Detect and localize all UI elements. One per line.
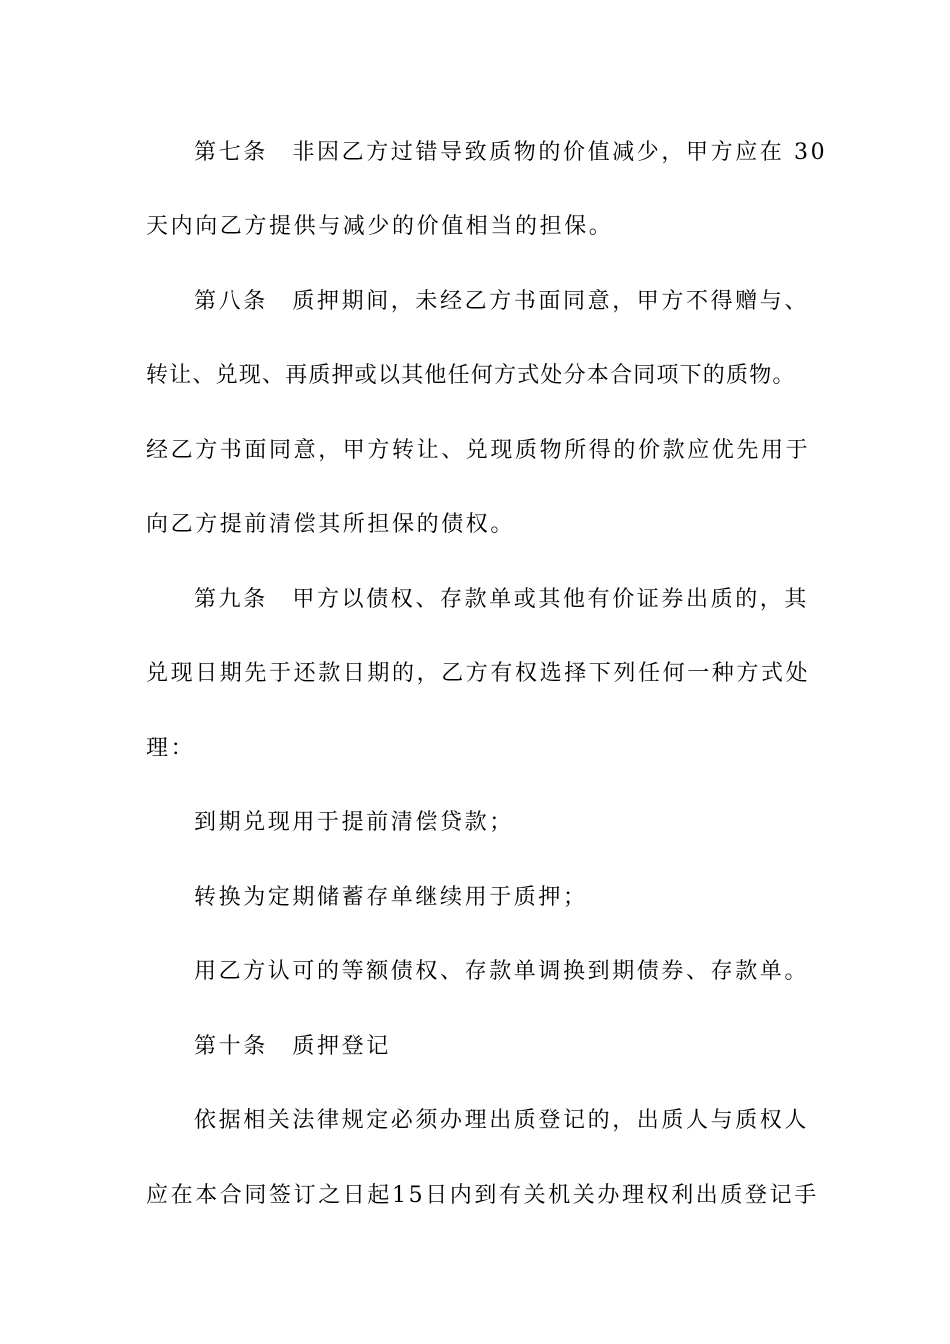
article-10-heading: 第十条 质押登记	[194, 1034, 391, 1059]
article-9-option-1: 到期兑现用于提前清偿贷款；	[194, 810, 514, 835]
article-7-line-2: 天内向乙方提供与减少的价值相当的担保。	[146, 214, 614, 239]
article-9-line-1: 第九条 甲方以债权、存款单或其他有价证券出质的，其	[194, 587, 810, 612]
article-10-line-2: 应在本合同签订之日起15日内到有关机关办理权利出质登记手	[146, 1183, 819, 1208]
article-9-line-2: 兑现日期先于还款日期的，乙方有权选择下列任何一种方式处	[146, 661, 811, 686]
article-9-option-2: 转换为定期储蓄存单继续用于质押；	[194, 885, 588, 910]
article-8-line-3: 经乙方书面同意，甲方转让、兑现质物所得的价款应优先用于	[146, 438, 811, 463]
article-7-line-1: 第七条 非因乙方过错导致质物的价值减少，甲方应在 30	[194, 140, 828, 165]
article-10-line-1: 依据相关法律规定必须办理出质登记的，出质人与质权人	[194, 1108, 810, 1133]
article-9-option-3: 用乙方认可的等额债权、存款单调换到期债券、存款单。	[194, 959, 810, 984]
article-8-line-4: 向乙方提前清偿其所担保的债权。	[146, 512, 516, 537]
article-8-line-2: 转让、兑现、再质押或以其他任何方式处分本合同项下的质物。	[146, 363, 796, 388]
article-8-line-1: 第八条 质押期间，未经乙方书面同意，甲方不得赠与、	[194, 289, 810, 314]
article-9-line-3: 理：	[146, 736, 196, 761]
